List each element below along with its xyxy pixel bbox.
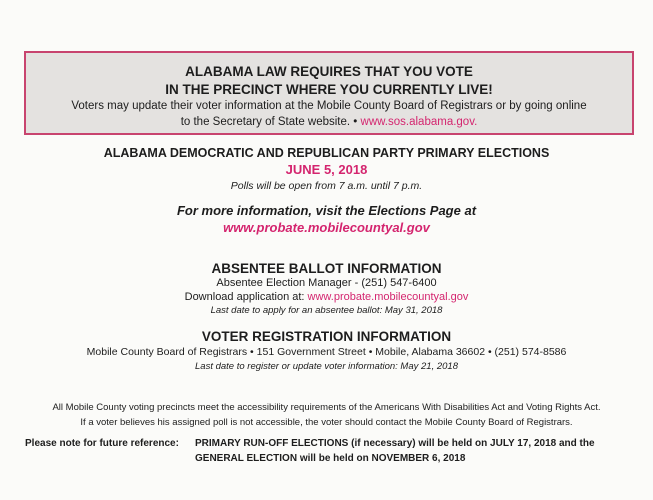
registration-deadline: Last date to register or update voter information: May 21, 2018: [195, 361, 458, 372]
election-date: JUNE 5, 2018: [285, 162, 368, 177]
future-label: Please note for future reference:: [25, 438, 179, 449]
more-info-text: For more information, visit the Elections Page at: [176, 203, 477, 218]
notice-heading-1: ALABAMA LAW REQUIRES THAT YOU VOTE: [185, 64, 473, 79]
accessibility-line-1: All Mobile County voting precincts meet the accessibility requirements of the Americans With Disabilities Act and Voting Rights Act.: [52, 402, 601, 413]
registration-heading: VOTER REGISTRATION INFORMATION: [201, 329, 452, 344]
notice-text-1: Voters may update their voter information at the Mobile County Board of Registrars or by going online: [71, 100, 587, 112]
future-general: GENERAL ELECTION will be held on NOVEMBER 6, 2018: [195, 453, 466, 464]
election-title: ALABAMA DEMOCRATIC AND REPUBLICAN PARTY PRIMARY ELECTIONS: [103, 146, 550, 160]
polls-hours: Polls will be open from 7 a.m. until 7 p.m.: [230, 180, 423, 192]
absentee-download: [0, 291, 653, 303]
notice-text-2: [26, 116, 632, 128]
future-runoff: PRIMARY RUN-OFF ELECTIONS (if necessary) will be held on JULY 17, 2018 and the: [195, 438, 595, 449]
download-label: Download application at:: [184, 291, 305, 303]
absentee-heading: ABSENTEE BALLOT INFORMATION: [211, 261, 442, 276]
notice-box: [24, 51, 634, 135]
notice-text-2-body: to the Secretary of State website. •: [180, 116, 358, 128]
accessibility-line-2: If a voter believes his assigned poll is not accessible, the voter should contact the Mobile County Board of Registrars.: [80, 417, 573, 428]
sos-link[interactable]: www.sos.alabama.gov.: [360, 116, 478, 128]
absentee-manager: Absentee Election Manager - (251) 547-6400: [216, 277, 437, 289]
registration-address: Mobile County Board of Registrars • 151 Government Street • Mobile, Alabama 36602 • (251) 574-8586: [86, 346, 567, 358]
download-link[interactable]: www.probate.mobilecountyal.gov: [307, 291, 469, 303]
elections-page-link[interactable]: www.probate.mobilecountyal.gov: [223, 220, 430, 235]
notice-heading-2: IN THE PRECINCT WHERE YOU CURRENTLY LIVE!: [165, 82, 493, 97]
absentee-deadline: Last date to apply for an absentee ballot: May 31, 2018: [210, 305, 443, 316]
